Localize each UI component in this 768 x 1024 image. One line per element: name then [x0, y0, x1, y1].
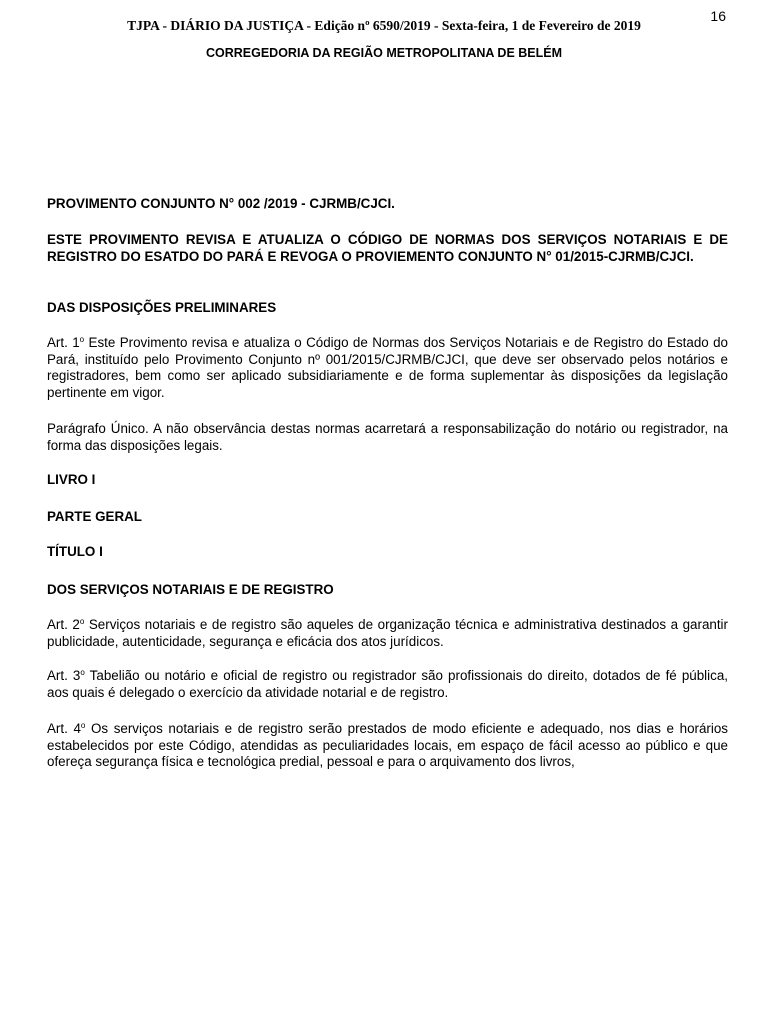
- article-3-block: [47, 668, 728, 701]
- paragrafo-unico: Parágrafo Único. A não observância destas normas acarretará a responsabilização do notário ou registrador, na forma das disposições legais.: [47, 421, 728, 453]
- article-3-ordinal: o: [80, 668, 85, 677]
- paragrafo-unico-block: [47, 421, 728, 454]
- article-3: [47, 668, 728, 701]
- article-4: [47, 721, 728, 771]
- article-2-text: Serviços notariais e de registro são aqueles de organização técnica e administrativa destinados a garantir publicidade, autenticidade, segurança e eficácia dos atos jurídicos.: [47, 617, 728, 649]
- article-2-block: [47, 617, 728, 650]
- article-3-prefix: Art. 3: [47, 668, 81, 683]
- article-1: [47, 335, 728, 401]
- article-4-prefix: Art. 4: [47, 721, 81, 736]
- article-3-text: Tabelião ou notário e oficial de registro ou registrador são profissionais do direito, dotados de fé pública, aos quais é delegado o exercício da atividade notarial e de registro.: [47, 668, 728, 700]
- document-title-block: [47, 196, 728, 213]
- article-1-prefix: Art. 1: [47, 335, 80, 350]
- titulo-heading: TÍTULO I: [47, 544, 103, 559]
- article-1-block: [47, 335, 728, 401]
- titulo-subheading: DOS SERVIÇOS NOTARIAIS E DE REGISTRO: [47, 582, 334, 597]
- livro-heading: LIVRO I: [47, 472, 96, 487]
- livro-block: [47, 472, 728, 489]
- article-1-text: Este Provimento revisa e atualiza o Código de Normas dos Serviços Notariais e de Registro do Estado do Pará, instituído pelo Provimento Conjunto nº 001/2015/CJRMB/CJCI, que deve ser observado pelos notários e registradores, bem como ser aplicado subsidiariamente e de forma suplementar às disposições da legislação pertinente em vigor.: [47, 335, 728, 400]
- parte-block: [47, 509, 728, 526]
- page-number: 16: [710, 8, 726, 24]
- article-1-ordinal: o: [79, 335, 85, 344]
- prelim-heading: DAS DISPOSIÇÕES PRELIMINARES: [47, 300, 277, 315]
- article-4-block: [47, 721, 728, 771]
- prelim-heading-block: [47, 300, 728, 317]
- section-title: CORREGEDORIA DA REGIÃO METROPOLITANA DE BELÉM: [205, 46, 563, 60]
- article-2: [47, 617, 728, 650]
- article-2-ordinal: o: [79, 617, 85, 626]
- document-summary: ESTE PROVIMENTO REVISA E ATUALIZA O CÓDIGO DE NORMAS DOS SERVIÇOS NOTARIAIS E DE REGISTRO DO ESATDO DO PARÁ E REVOGA O PROVIEMENTO CONJUNTO N° 01/2015-CJRMB/CJCI.: [47, 232, 728, 264]
- summary-block: [47, 232, 728, 265]
- parte-heading: PARTE GERAL: [47, 509, 142, 524]
- titulo-block: [47, 544, 728, 561]
- article-4-ordinal: o: [80, 721, 86, 730]
- document-title: PROVIMENTO CONJUNTO N° 002 /2019 - CJRMB/CJCI.: [47, 196, 395, 211]
- article-4-text: Os serviços notariais e de registro serão prestados de modo eficiente e adequado, nos dias e horários estabelecidos por este Código, atendidas as peculiaridades locais, em espaço de fácil acesso ao público e que ofereça segurança física e tecnológica predial, pessoal e para o arquivamento dos livros,: [47, 721, 728, 769]
- article-2-prefix: Art. 2: [47, 617, 80, 632]
- publication-header: TJPA - DIÁRIO DA JUSTIÇA - Edição nº 6590/2019 - Sexta-feira, 1 de Fevereiro de 2019: [127, 18, 641, 33]
- titulo-subheading-block: [47, 582, 728, 599]
